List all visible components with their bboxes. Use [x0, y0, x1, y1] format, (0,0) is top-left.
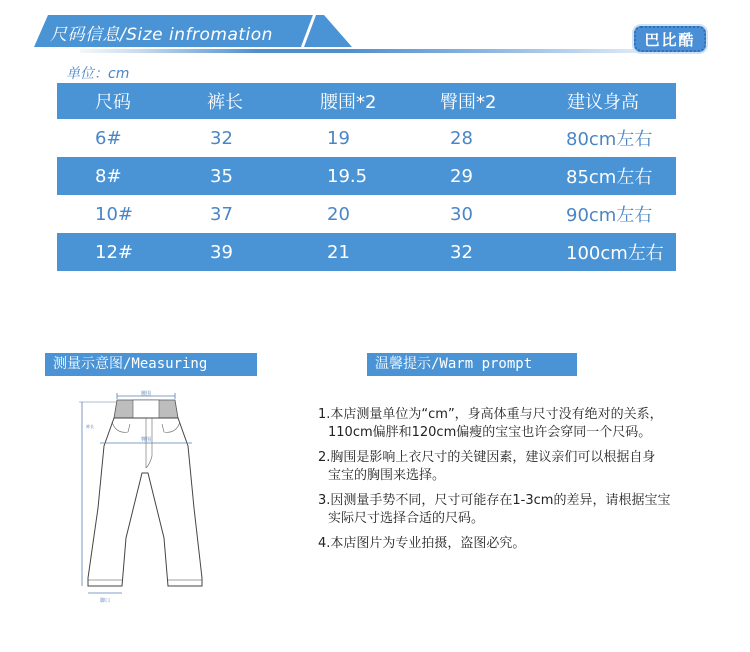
- tip-text: 1.本店测量单位为“cm”，身高体重与尺寸没有绝对的关系，: [318, 407, 663, 422]
- cell-size: 10#: [95, 203, 133, 225]
- cell-hip: 29: [450, 165, 473, 187]
- hip-label: 臀围: [140, 437, 152, 443]
- tip-item: [318, 449, 728, 485]
- warm-prompt-section-title: 温馨提示/Warm prompt: [367, 353, 577, 376]
- cell-hip: 30: [450, 203, 473, 225]
- cell-height: 85cm左右: [566, 167, 653, 188]
- cell-length: 35: [210, 165, 233, 187]
- cell-length: 32: [210, 127, 233, 149]
- table-row: [57, 119, 676, 157]
- table-row: [57, 157, 676, 195]
- cell-size: 8#: [95, 165, 122, 187]
- tip-item: [318, 492, 728, 528]
- table-header-row: [57, 83, 676, 119]
- waist-label: 腰围: [140, 391, 152, 397]
- tip-text: 2.胸围是影响上衣尺寸的关键因素，建议亲们可以根据自身: [318, 450, 656, 465]
- tip-text: 3.因测量手势不同，尺寸可能存在1-3cm的差异，请根据宝宝: [318, 493, 671, 508]
- cell-height: 90cm左右: [566, 205, 653, 226]
- column-header-hip: 臀围*2: [440, 92, 497, 113]
- cell-waist: 19.5: [327, 165, 368, 187]
- tip-item: [318, 406, 728, 442]
- tip-text-continued: 110cm偏胖和120cm偏瘦的宝宝也许会穿同一个尺码。: [328, 425, 652, 440]
- column-header-waist: 腰围*2: [320, 92, 377, 113]
- column-header-length: 裤长: [207, 92, 243, 113]
- cell-height: 80cm左右: [566, 129, 653, 150]
- cell-waist: 20: [327, 203, 350, 225]
- pants-measurement-diagram-icon: [60, 388, 230, 608]
- cell-height: 100cm左右: [566, 243, 664, 264]
- table-row: [57, 233, 676, 271]
- brand-logo: 巴比酷: [634, 26, 706, 52]
- cell-waist: 19: [327, 127, 350, 149]
- cell-length: 39: [210, 241, 233, 263]
- cell-size: 12#: [95, 241, 133, 263]
- cell-size: 6#: [95, 127, 122, 149]
- warm-prompt-list: [318, 406, 728, 560]
- measuring-section-title: 测量示意图/Measuring: [45, 353, 257, 376]
- tip-text-continued: 宝宝的胸围来选择。: [328, 468, 446, 483]
- column-header-size: 尺码: [95, 92, 131, 113]
- size-table: [57, 83, 676, 271]
- cell-hip: 32: [450, 241, 473, 263]
- unit-label: 单位：cm: [66, 66, 130, 82]
- cell-waist: 21: [327, 241, 350, 263]
- cell-hip: 28: [450, 127, 473, 149]
- cell-length: 37: [210, 203, 233, 225]
- tip-text-continued: 实际尺寸选择合适的尺码。: [328, 511, 485, 526]
- divider-line: [80, 49, 670, 53]
- table-row: [57, 195, 676, 233]
- tip-item: [318, 535, 728, 553]
- length-label: 裤长: [86, 424, 94, 429]
- tip-text: 4.本店图片为专业拍摄，盗图必究。: [318, 536, 526, 551]
- column-header-height: 建议身高: [567, 92, 639, 113]
- banner-title: 尺码信息/Size infromation: [50, 25, 273, 45]
- leg-opening-label: 脚口: [99, 598, 111, 604]
